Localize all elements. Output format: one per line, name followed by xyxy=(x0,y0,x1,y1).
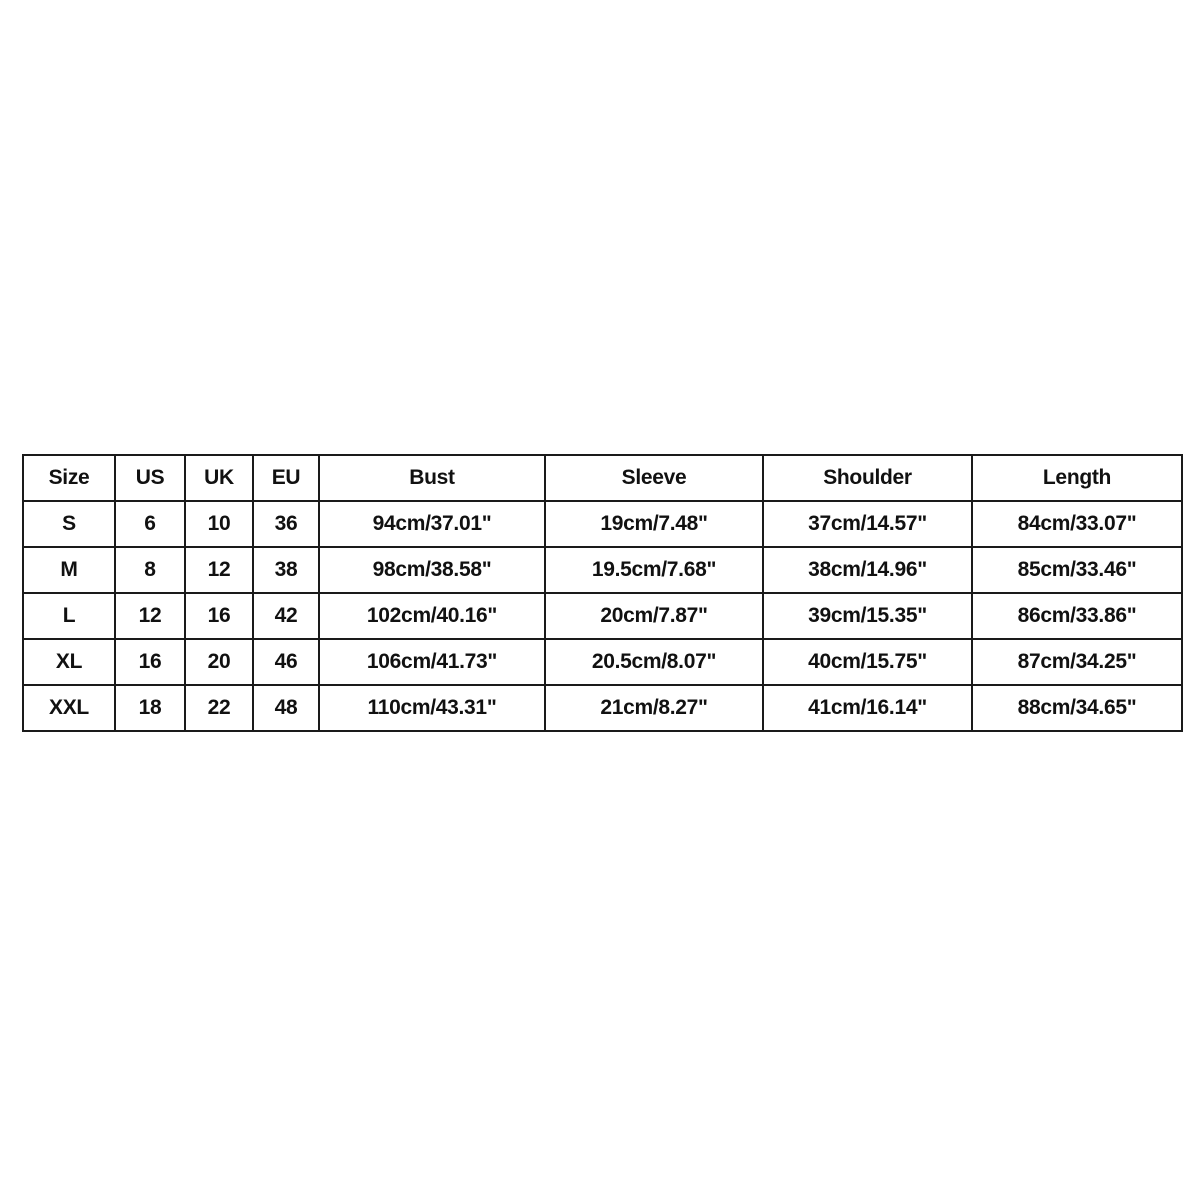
column-header-shoulder: Shoulder xyxy=(763,455,972,501)
size-cell: S xyxy=(23,501,115,547)
table-row xyxy=(23,501,1182,547)
bust-cell: 110cm/43.31" xyxy=(319,685,545,731)
sleeve-cell: 20cm/7.87" xyxy=(545,593,763,639)
length-cell: 84cm/33.07" xyxy=(972,501,1182,547)
size-cell: L xyxy=(23,593,115,639)
size-cell: XXL xyxy=(23,685,115,731)
sleeve-cell: 21cm/8.27" xyxy=(545,685,763,731)
table-row xyxy=(23,593,1182,639)
eu-cell: 36 xyxy=(253,501,319,547)
column-header-eu: EU xyxy=(253,455,319,501)
table-row xyxy=(23,639,1182,685)
column-header-us: US xyxy=(115,455,185,501)
shoulder-cell: 40cm/15.75" xyxy=(763,639,972,685)
sleeve-cell: 20.5cm/8.07" xyxy=(545,639,763,685)
length-cell: 86cm/33.86" xyxy=(972,593,1182,639)
eu-cell: 46 xyxy=(253,639,319,685)
size-cell: XL xyxy=(23,639,115,685)
eu-cell: 48 xyxy=(253,685,319,731)
column-header-size: Size xyxy=(23,455,115,501)
uk-cell: 16 xyxy=(185,593,253,639)
size-chart-table xyxy=(22,454,1183,732)
bust-cell: 98cm/38.58" xyxy=(319,547,545,593)
us-cell: 16 xyxy=(115,639,185,685)
sleeve-cell: 19.5cm/7.68" xyxy=(545,547,763,593)
size-cell: M xyxy=(23,547,115,593)
bust-cell: 106cm/41.73" xyxy=(319,639,545,685)
length-cell: 88cm/34.65" xyxy=(972,685,1182,731)
uk-cell: 12 xyxy=(185,547,253,593)
shoulder-cell: 38cm/14.96" xyxy=(763,547,972,593)
column-header-sleeve: Sleeve xyxy=(545,455,763,501)
uk-cell: 10 xyxy=(185,501,253,547)
eu-cell: 42 xyxy=(253,593,319,639)
uk-cell: 20 xyxy=(185,639,253,685)
bust-cell: 102cm/40.16" xyxy=(319,593,545,639)
sleeve-cell: 19cm/7.48" xyxy=(545,501,763,547)
length-cell: 85cm/33.46" xyxy=(972,547,1182,593)
us-cell: 6 xyxy=(115,501,185,547)
us-cell: 12 xyxy=(115,593,185,639)
shoulder-cell: 41cm/16.14" xyxy=(763,685,972,731)
shoulder-cell: 39cm/15.35" xyxy=(763,593,972,639)
header-row xyxy=(23,455,1182,501)
eu-cell: 38 xyxy=(253,547,319,593)
table-row xyxy=(23,685,1182,731)
us-cell: 18 xyxy=(115,685,185,731)
shoulder-cell: 37cm/14.57" xyxy=(763,501,972,547)
uk-cell: 22 xyxy=(185,685,253,731)
column-header-uk: UK xyxy=(185,455,253,501)
us-cell: 8 xyxy=(115,547,185,593)
length-cell: 87cm/34.25" xyxy=(972,639,1182,685)
column-header-bust: Bust xyxy=(319,455,545,501)
column-header-length: Length xyxy=(972,455,1182,501)
bust-cell: 94cm/37.01" xyxy=(319,501,545,547)
table-row xyxy=(23,547,1182,593)
